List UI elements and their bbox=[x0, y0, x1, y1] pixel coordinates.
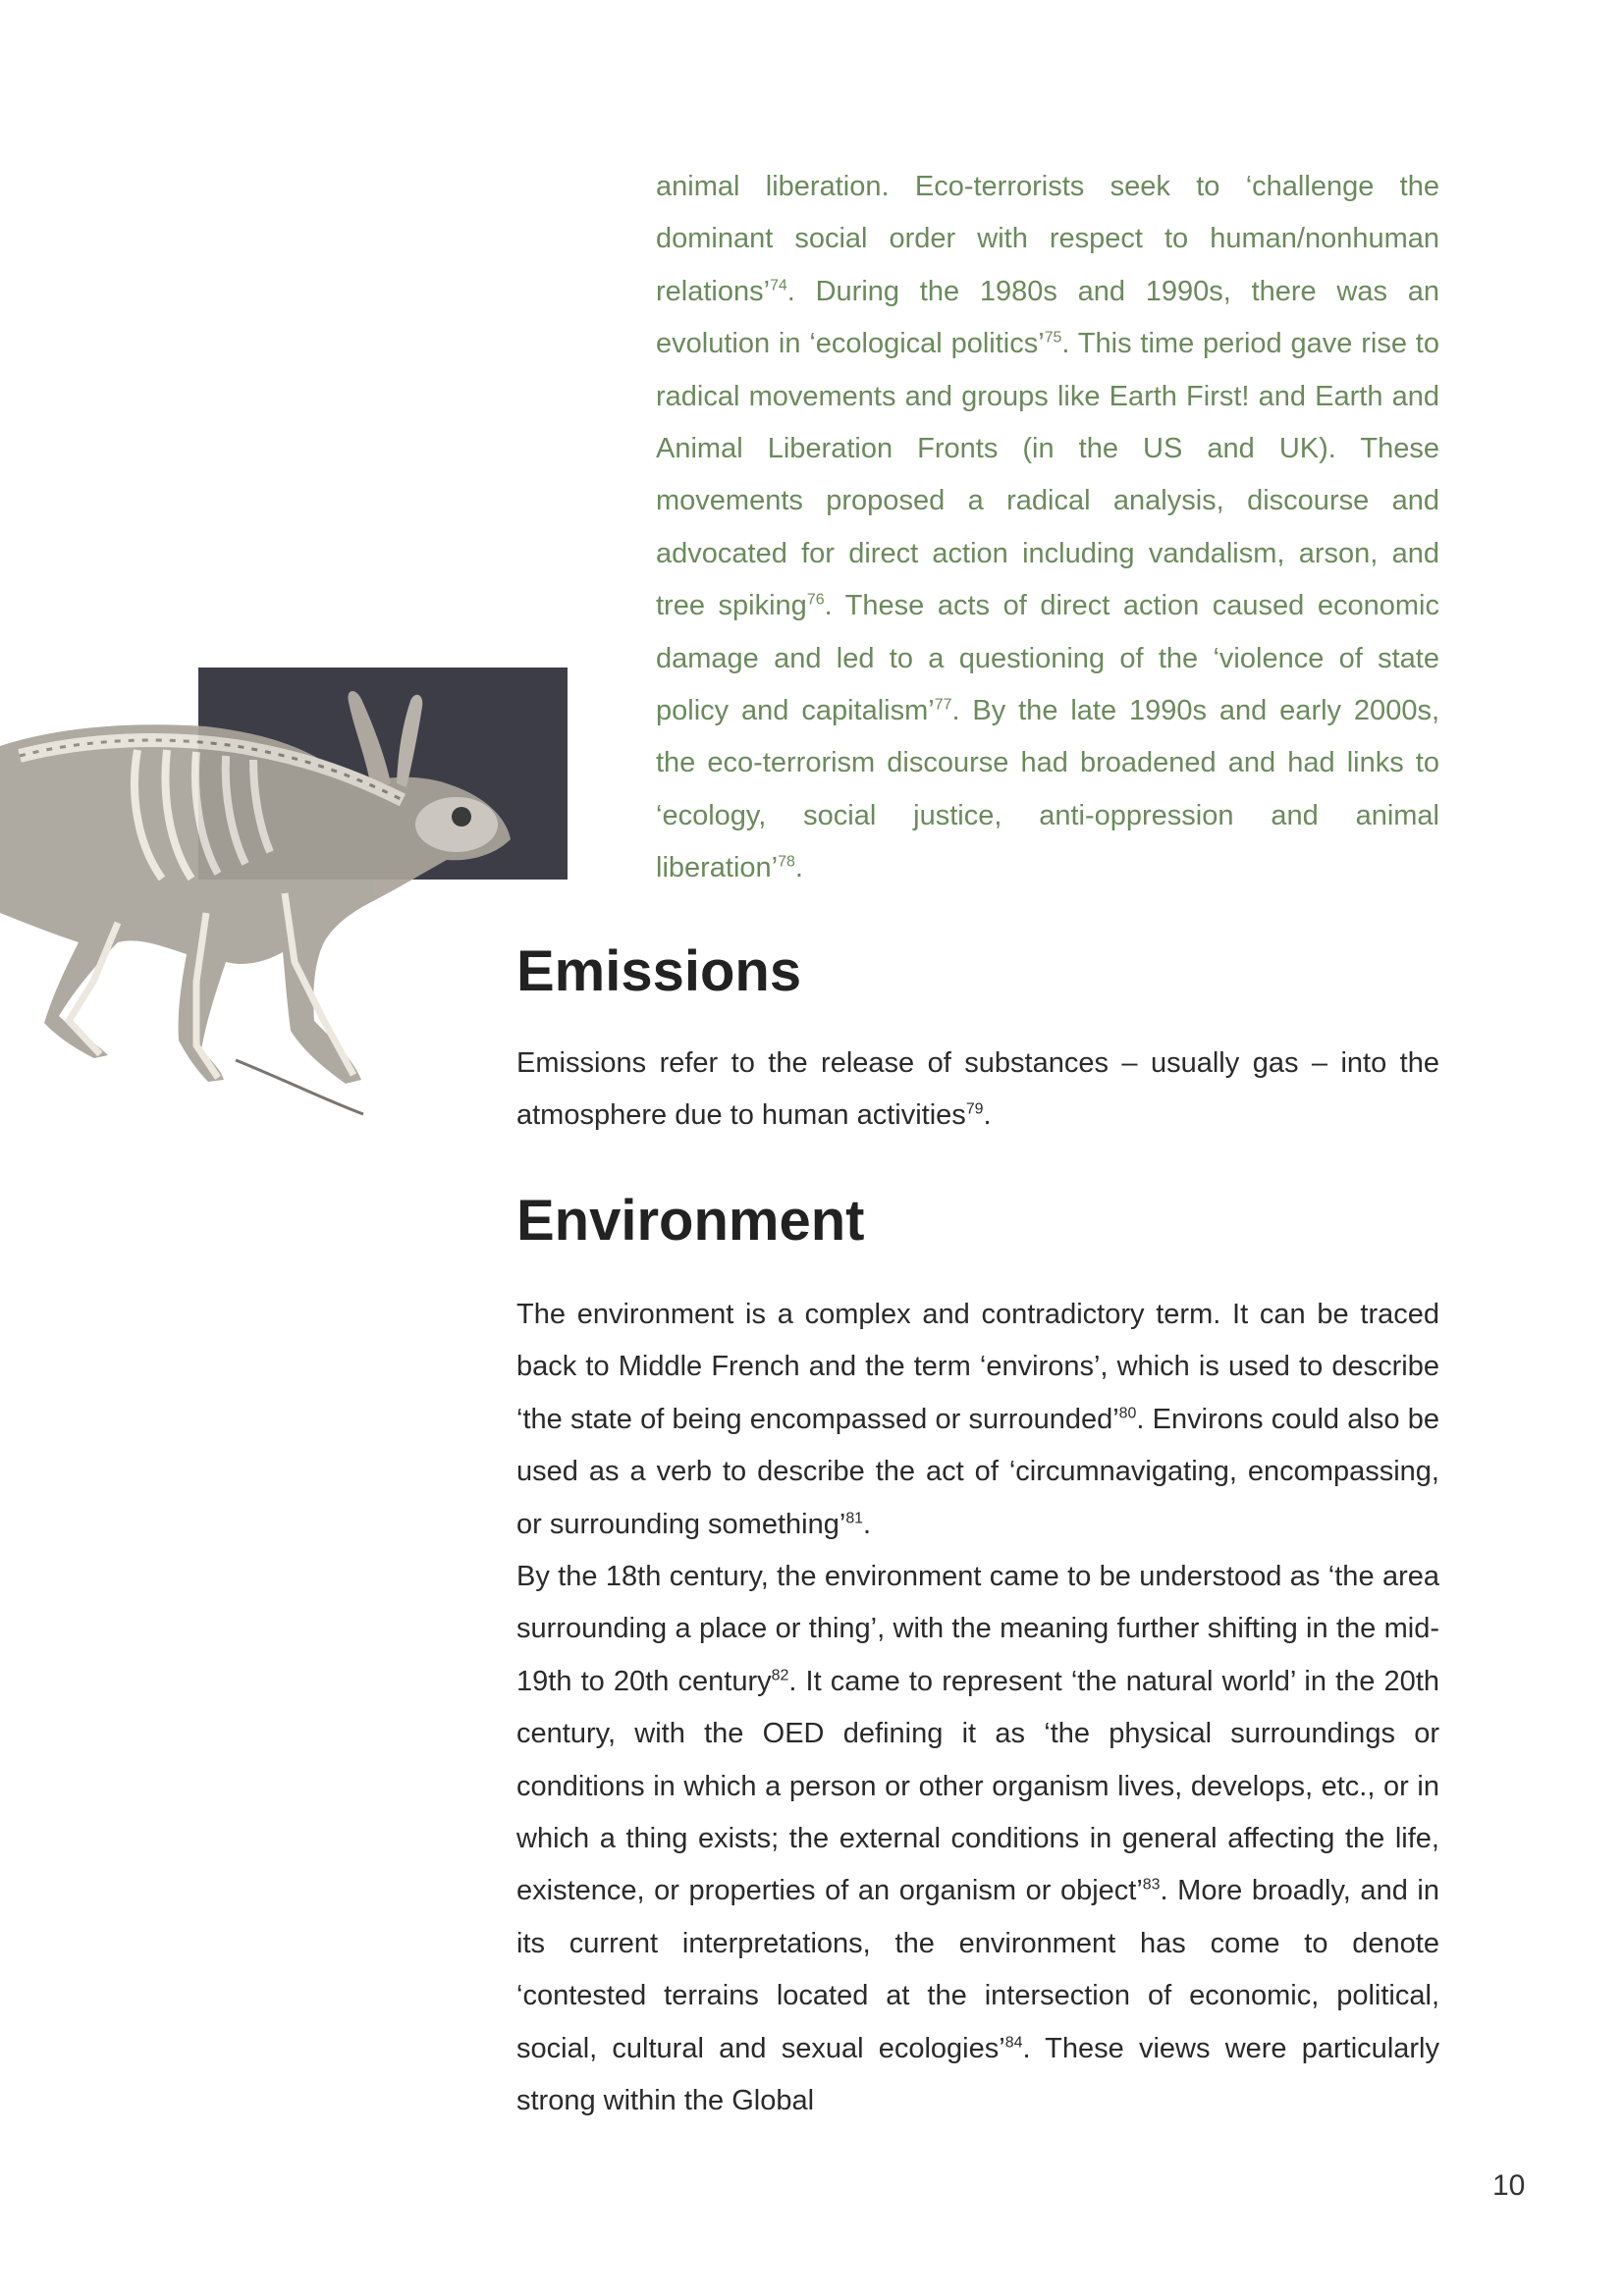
footnote-82: 82 bbox=[771, 1667, 789, 1684]
footnote-78: 78 bbox=[778, 853, 795, 871]
footnote-80: 80 bbox=[1118, 1405, 1137, 1422]
footnote-79: 79 bbox=[965, 1100, 984, 1118]
intro-paragraph bbox=[656, 161, 1439, 895]
environment-text-b3: . More broadly, and in its current interpretations, the environment has come to denote ‘contested terrains located at the intersection of economic, political, social, cultural and sexual ecologies’ bbox=[516, 1875, 1439, 2064]
footnote-77: 77 bbox=[934, 696, 952, 714]
footnote-81: 81 bbox=[845, 1509, 864, 1526]
environment-paragraph-2 bbox=[516, 1551, 1439, 2127]
footnote-83: 83 bbox=[1142, 1876, 1161, 1894]
environment-text-a1: The environment is a complex and contradictory term. It can be traced back to Middle French and the term ‘environs’, which is used to describe ‘the state of being encompassed or surrounded’ bbox=[516, 1299, 1439, 1435]
intro-text-1: animal liberation. Eco-terrorists seek to ‘challenge the dominant social order with respect to human/nonhuman relations’ bbox=[656, 171, 1439, 307]
footnote-84: 84 bbox=[1004, 2034, 1023, 2052]
footnote-75: 75 bbox=[1044, 329, 1062, 347]
emissions-text: Emissions refer to the release of substances – usually gas – into the atmosphere due to human activities bbox=[516, 1047, 1439, 1132]
environment-paragraph-1 bbox=[516, 1289, 1439, 1551]
emissions-text-end: . bbox=[983, 1099, 992, 1132]
intro-text-4: . These acts of direct action caused economic damage and led to a questioning of the ‘violence of state policy and capitalism’ bbox=[656, 590, 1439, 727]
intro-text-6: . bbox=[794, 852, 803, 884]
footnote-76: 76 bbox=[806, 591, 825, 609]
intro-text-3: . This time period gave rise to radical movements and groups like Earth First! and Earth and Animal Liberation Fronts (in the US and UK). These movements proposed a radical analysis, discourse and advocated for direct action including vandalism, arson, and tree spiking bbox=[656, 328, 1439, 622]
environment-section bbox=[516, 1289, 1439, 2128]
emissions-heading: Emissions bbox=[516, 939, 802, 1003]
emissions-paragraph bbox=[516, 1038, 1439, 1143]
environment-text-a2: . Environs could also be used as a verb to describe the act of ‘circumnavigating, encompassing, or surrounding something’ bbox=[516, 1403, 1439, 1540]
environment-text-a3: . bbox=[863, 1508, 872, 1540]
environment-text-b2: . It came to represent ‘the natural world’ in the 20th century, with the OED defining it as ‘the physical surroundings or conditions in which a person or other organism lives, develops, etc., or in which a thing exists; the external conditions in general affecting the life, existence, or properties of an organism or object’ bbox=[516, 1665, 1439, 1907]
hare-skeleton-illustration bbox=[0, 667, 569, 1148]
intro-text-2: . During the 1980s and 1990s, there was an evolution in ‘ecological politics’ bbox=[656, 275, 1439, 360]
footnote-74: 74 bbox=[770, 277, 787, 294]
environment-text-b1: By the 18th century, the environment came to be understood as ‘the area surrounding a place or thing’, with the meaning further shifting in the mid-19th to 20th century bbox=[516, 1561, 1439, 1697]
environment-heading: Environment bbox=[516, 1189, 865, 1253]
page-number: 10 bbox=[1492, 2169, 1526, 2202]
environment-text-b4: . These views were particularly strong within the Global bbox=[516, 2032, 1439, 2117]
intro-text-5: . By the late 1990s and early 2000s, the eco-terrorism discourse had broadened and had links to ‘ecology, social justice, anti-oppression and animal liberation’ bbox=[656, 695, 1440, 884]
